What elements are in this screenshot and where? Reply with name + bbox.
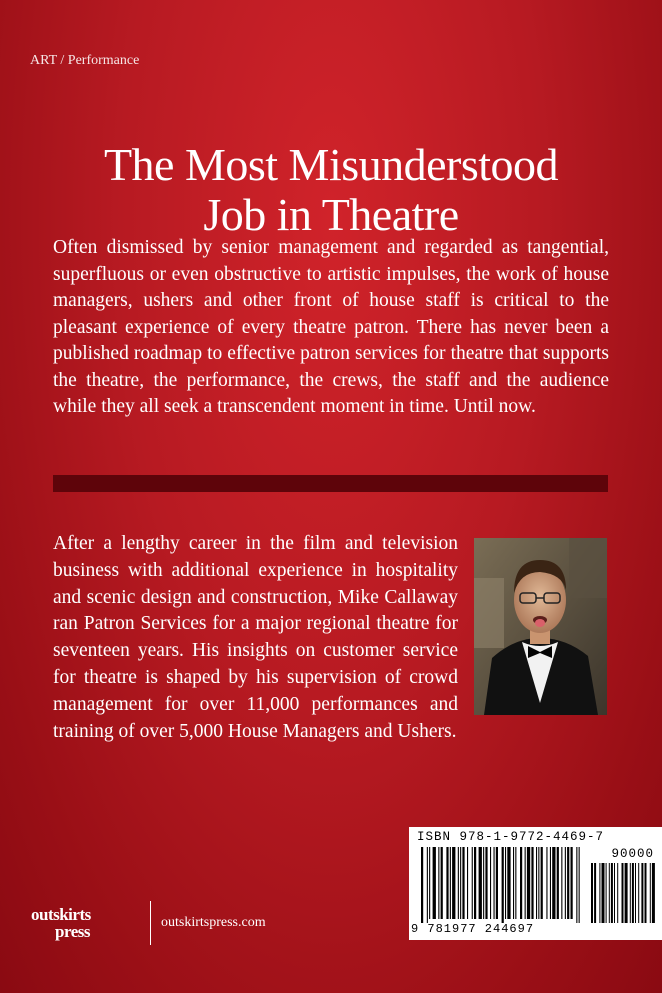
author-bio: After a lengthy career in the film and television business with additional experience in hospitality and scenic design and construction, Mike Callaway ran Patron Services for a major regional theatre for seventeen years. His insights on customer service for theatre is shaped by his supervision of crowd management for over 11,000 performances and training of over 5,000 House Managers and Ushers. <box>53 533 458 742</box>
category-label: ART / Performance <box>30 53 140 68</box>
divider-bar <box>53 475 608 492</box>
isbn-number: ISBN 978-1-9772-4469-7 <box>417 830 605 844</box>
price-code: 90000 <box>611 847 654 861</box>
book-title <box>0 140 662 240</box>
publisher-url: outskirtspress.com <box>161 915 266 930</box>
book-description: Often dismissed by senior management and regarded as tangential, superfluous or even obstructive to artistic impulses, the work of house managers, ushers and other front of house staff is critical to the pleasant experience of every theatre patron. There has never been a published roadmap to effective patron services for theatre that supports the theatre, the performance, the crews, the staff and the audience while they all seek a transcendent moment in time. Until now. <box>53 237 609 417</box>
author-photo <box>474 538 607 715</box>
logo-separator <box>150 901 151 945</box>
title-line-2: Job in Theatre <box>203 189 459 240</box>
logo-text-bottom: press <box>55 922 90 941</box>
isbn-barcode <box>409 827 662 940</box>
ean-number: 9 781977 244697 <box>411 922 535 936</box>
title-line-1: The Most Misunderstood <box>103 139 559 190</box>
outskirts-press-logo <box>31 903 146 943</box>
logo-text-top: outskirts <box>31 905 91 924</box>
